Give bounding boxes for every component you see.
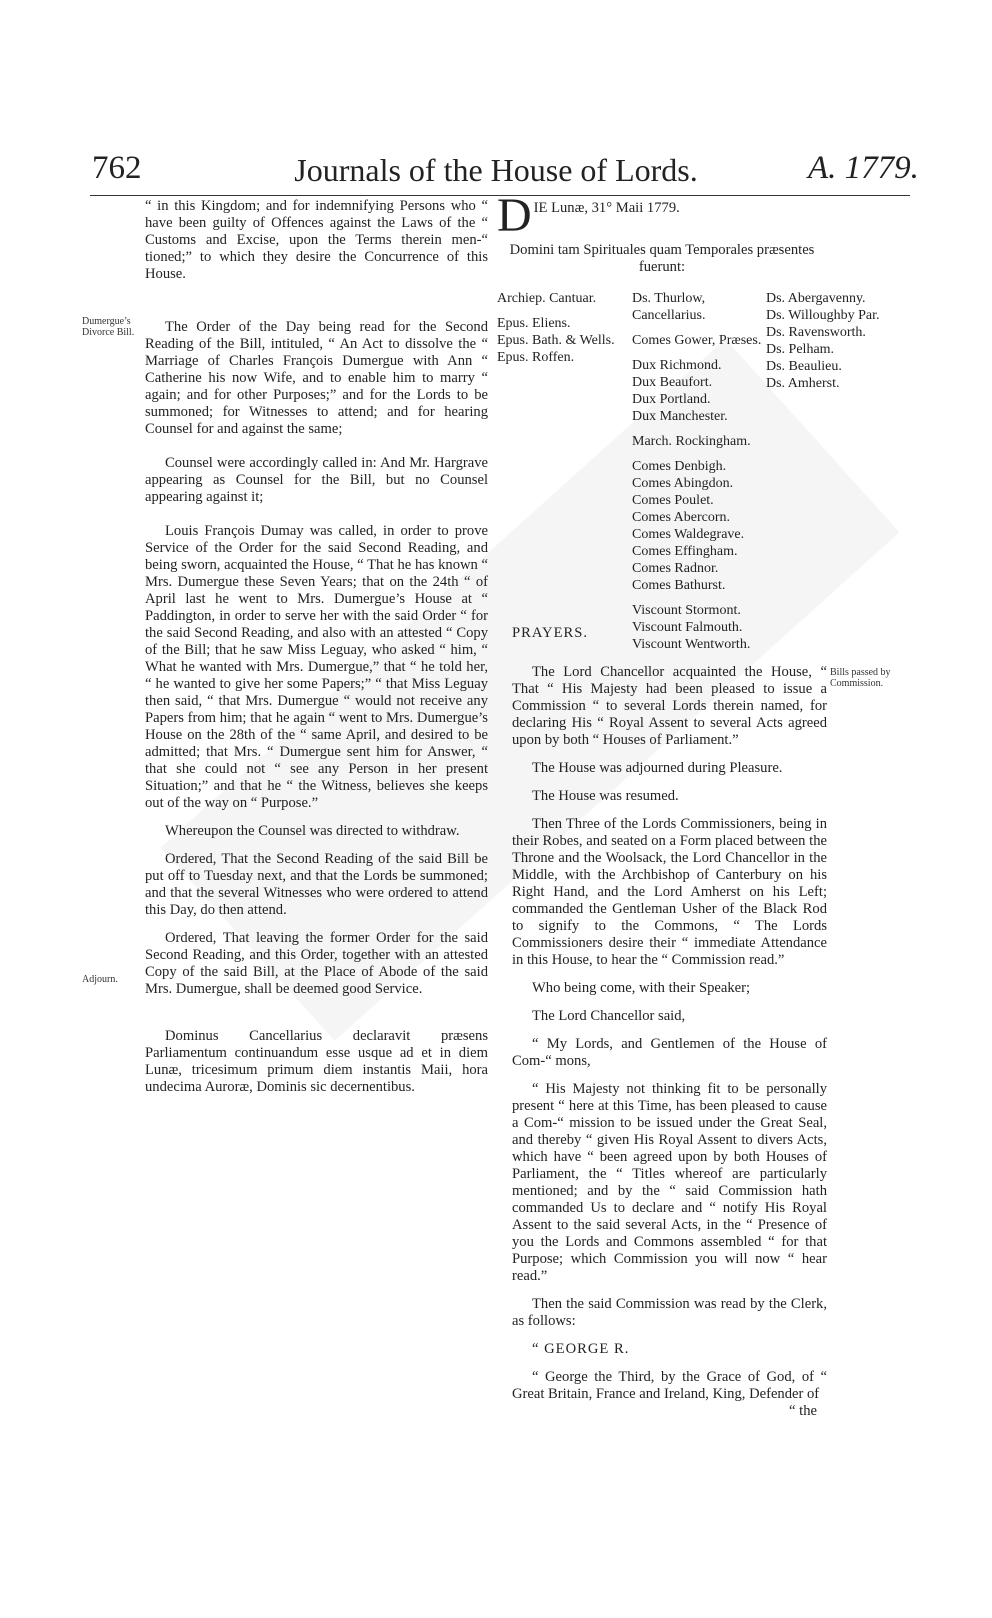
paragraph: Dominus Cancellarius declaravit præsens Parliamentum continuandum esse usque ad et in diem Lunæ, tricesimum primum diem instantis Maii, hora undecima Auroræ, Dominis sic decernentibus. bbox=[145, 1028, 488, 1095]
paragraph: The Order of the Day being read for the Second Reading of the Bill, intituled, “ An Act to dissolve the “ Marriage of Charles François Dumergue with Ann “ Catherine his now Wife, and to enable him to marry “ again; and for other Purposes;” and for the Lords to be summoned; for Witnesses to attend; and for hearing Counsel for and against the same; bbox=[145, 319, 488, 437]
lord-entry: Epus. Eliens. bbox=[497, 316, 571, 331]
lord-entry: Ds. Thurlow, Cancellarius. bbox=[632, 291, 706, 323]
lord-entry: Ds. Ravensworth. bbox=[766, 325, 866, 340]
lord-entry: Ds. Beaulieu. bbox=[766, 359, 842, 374]
catchword: “ the bbox=[789, 1403, 817, 1419]
page-number: 762 bbox=[92, 150, 142, 186]
paragraph: The House was adjourned during Pleasure. bbox=[532, 760, 783, 776]
lord-entry: Comes Gower, Præses. bbox=[632, 333, 762, 348]
paragraph: The Lord Chancellor acquainted the House, “ That “ His Majesty had been pleased to issue a Commission “ to several Lords therein named, for declaring His “ Royal Assent to several Acts agreed upon by both “ Houses of Parliament.” bbox=[512, 664, 827, 748]
lord-entry: Archiep. Cantuar. bbox=[497, 291, 597, 306]
lord-entry: Ds. Willoughby Par. bbox=[766, 308, 880, 323]
paragraph: Then Three of the Lords Commissioners, being in their Robes, and seated on a Form placed between the Throne and the Woolsack, the Lord Chancellor in the Middle, with the Archbishop of Canterbury on his Right Hand, and the Lord Amherst on his Left; commanded the Gentleman Usher of the Black Rod to signify to the Commons, “ The Lords Commissioners desire their “ immediate Attendance in this House, to hear the “ Commission read.” bbox=[512, 816, 827, 968]
drop-cap: D bbox=[497, 189, 532, 242]
lord-entry: Comes Denbigh. bbox=[632, 459, 727, 474]
paragraph: The House was resumed. bbox=[532, 788, 679, 804]
left-column bbox=[145, 198, 488, 1107]
lord-entry: Dux Beaufort. bbox=[632, 375, 713, 390]
page-header bbox=[0, 150, 992, 200]
lords-list-1 bbox=[497, 290, 632, 366]
year: A. 1779. bbox=[808, 150, 919, 186]
lord-entry: Dux Portland. bbox=[632, 392, 711, 407]
paragraph: Counsel were accordingly called in: And Mr. Hargrave appearing as Counsel for the Bill, but no Counsel appearing against it; bbox=[145, 455, 488, 505]
paragraph: “ in this Kingdom; and for indemnifying Persons who “ have been guilty of Offences against the Laws of the “ Customs and Excise, upon the Terms therein men-“ tioned;” to which they desire the Concurrence of this House. bbox=[145, 198, 488, 282]
paragraph: Then the said Commission was read by the Clerk, as follows: bbox=[512, 1296, 827, 1329]
margin-note: Adjourn. bbox=[82, 974, 118, 985]
lord-entry: Epus. Bath. & Wells. bbox=[497, 333, 615, 348]
paragraph: “ GEORGE R. bbox=[532, 1341, 630, 1357]
lord-entry: Ds. Amherst. bbox=[766, 376, 840, 391]
lord-entry: Comes Abercorn. bbox=[632, 510, 730, 525]
paragraph: The Lord Chancellor said, bbox=[532, 1008, 686, 1024]
margin-note: Bills passed by Commission. bbox=[830, 667, 891, 689]
lords-list-2 bbox=[632, 290, 764, 653]
lord-entry: Comes Waldegrave. bbox=[632, 527, 745, 542]
right-column bbox=[512, 625, 827, 1420]
lord-entry: Dux Richmond. bbox=[632, 358, 722, 373]
lord-entry: Comes Abingdon. bbox=[632, 476, 734, 491]
date-line: IE Lunæ, 31° Maii 1779. bbox=[533, 200, 680, 216]
lord-entry: Comes Radnor. bbox=[632, 561, 719, 576]
paragraph: “ His Majesty not thinking fit to be personally present “ here at this Time, has been pleased to cause a Com-“ mission to be issued under the Great Seal, and thereby “ given His Royal Assent to divers Acts, which have “ been agreed upon by both Houses of Parliament, the “ Titles whereof are particularly mentioned; and by the “ said Commission hath commanded Us to declare and “ notify His Royal Assent to the said several Acts, in the “ Presence of you the Lords and Commons assembled “ for that Purpose; which Commission you will now “ hear read.” bbox=[512, 1081, 827, 1284]
lord-entry: Viscount Wentworth. bbox=[632, 637, 751, 652]
margin-note: Dumergue’s Divorce Bill. bbox=[82, 316, 135, 338]
lord-entry: Viscount Falmouth. bbox=[632, 620, 743, 635]
journal-title: Journals of the House of Lords. bbox=[294, 152, 698, 188]
paragraph: “ George the Third, by the Grace of God, of “ Great Britain, France and Ireland, King, Defender of bbox=[512, 1369, 827, 1402]
paragraph: Ordered, That leaving the former Order for the said Second Reading, and this Order, together with an attested Copy of the said Bill, at the Place of Abode of the said Mrs. Dumergue, shall be deemed good Service. bbox=[145, 930, 488, 997]
lord-entry: Ds. Pelham. bbox=[766, 342, 835, 357]
date-heading bbox=[497, 189, 827, 242]
lord-entry: Comes Effingham. bbox=[632, 544, 738, 559]
lord-entry: Comes Bathurst. bbox=[632, 578, 726, 593]
paragraph: Who being come, with their Speaker; bbox=[532, 980, 751, 996]
paragraph: “ My Lords, and Gentlemen of the House of Com-“ mons, bbox=[512, 1036, 827, 1069]
present-intro: Domini tam Spirituales quam Temporales præsentes fuerunt: bbox=[509, 242, 815, 275]
lord-entry: Epus. Roffen. bbox=[497, 350, 575, 365]
lord-entry: Viscount Stormont. bbox=[632, 603, 741, 618]
lord-entry: Comes Poulet. bbox=[632, 493, 714, 508]
paragraph: Louis François Dumay was called, in order to prove Service of the Order for the said Second Reading, and being sworn, acquainted the House, “ That he has known “ Mrs. Dumergue these Seven Years; that on the 24th “ of April last he went to Mrs. Dumergue’s House at “ Paddington, in order to serve her with the said Order “ for the said Second Reading, and also with an attested “ Copy of the Bill; that he saw Miss Leguay, who asked “ him, “ What he wanted with Mrs. Dumergue,” that “ he told her, “ he wanted to give her some Papers;” “ that Miss Leguay then said, “ that Mrs. Dumergue “ would not receive any Papers from him; that he again “ went to Mrs. Dumergue’s House on the 28th of the “ same April, and desired to be admitted; that Mrs. “ Dumergue sent him for Answer, “ that she could not “ see any Person in her present Situation;” and that he “ the Witness, believes she keeps out of the way on “ Purpose.” bbox=[145, 523, 488, 811]
section-heading: PRAYERS. bbox=[512, 625, 589, 641]
paragraph: Ordered, That the Second Reading of the said Bill be put off to Tuesday next, and that the Lords be summoned; and that the several Witnesses who were ordered to attend this Day, do then attend. bbox=[145, 851, 488, 918]
paragraph: Whereupon the Counsel was directed to withdraw. bbox=[165, 823, 460, 839]
lord-entry: Dux Manchester. bbox=[632, 409, 728, 424]
lords-list-3 bbox=[766, 290, 906, 392]
lord-entry: March. Rockingham. bbox=[632, 434, 751, 449]
lord-entry: Ds. Abergavenny. bbox=[766, 291, 866, 306]
